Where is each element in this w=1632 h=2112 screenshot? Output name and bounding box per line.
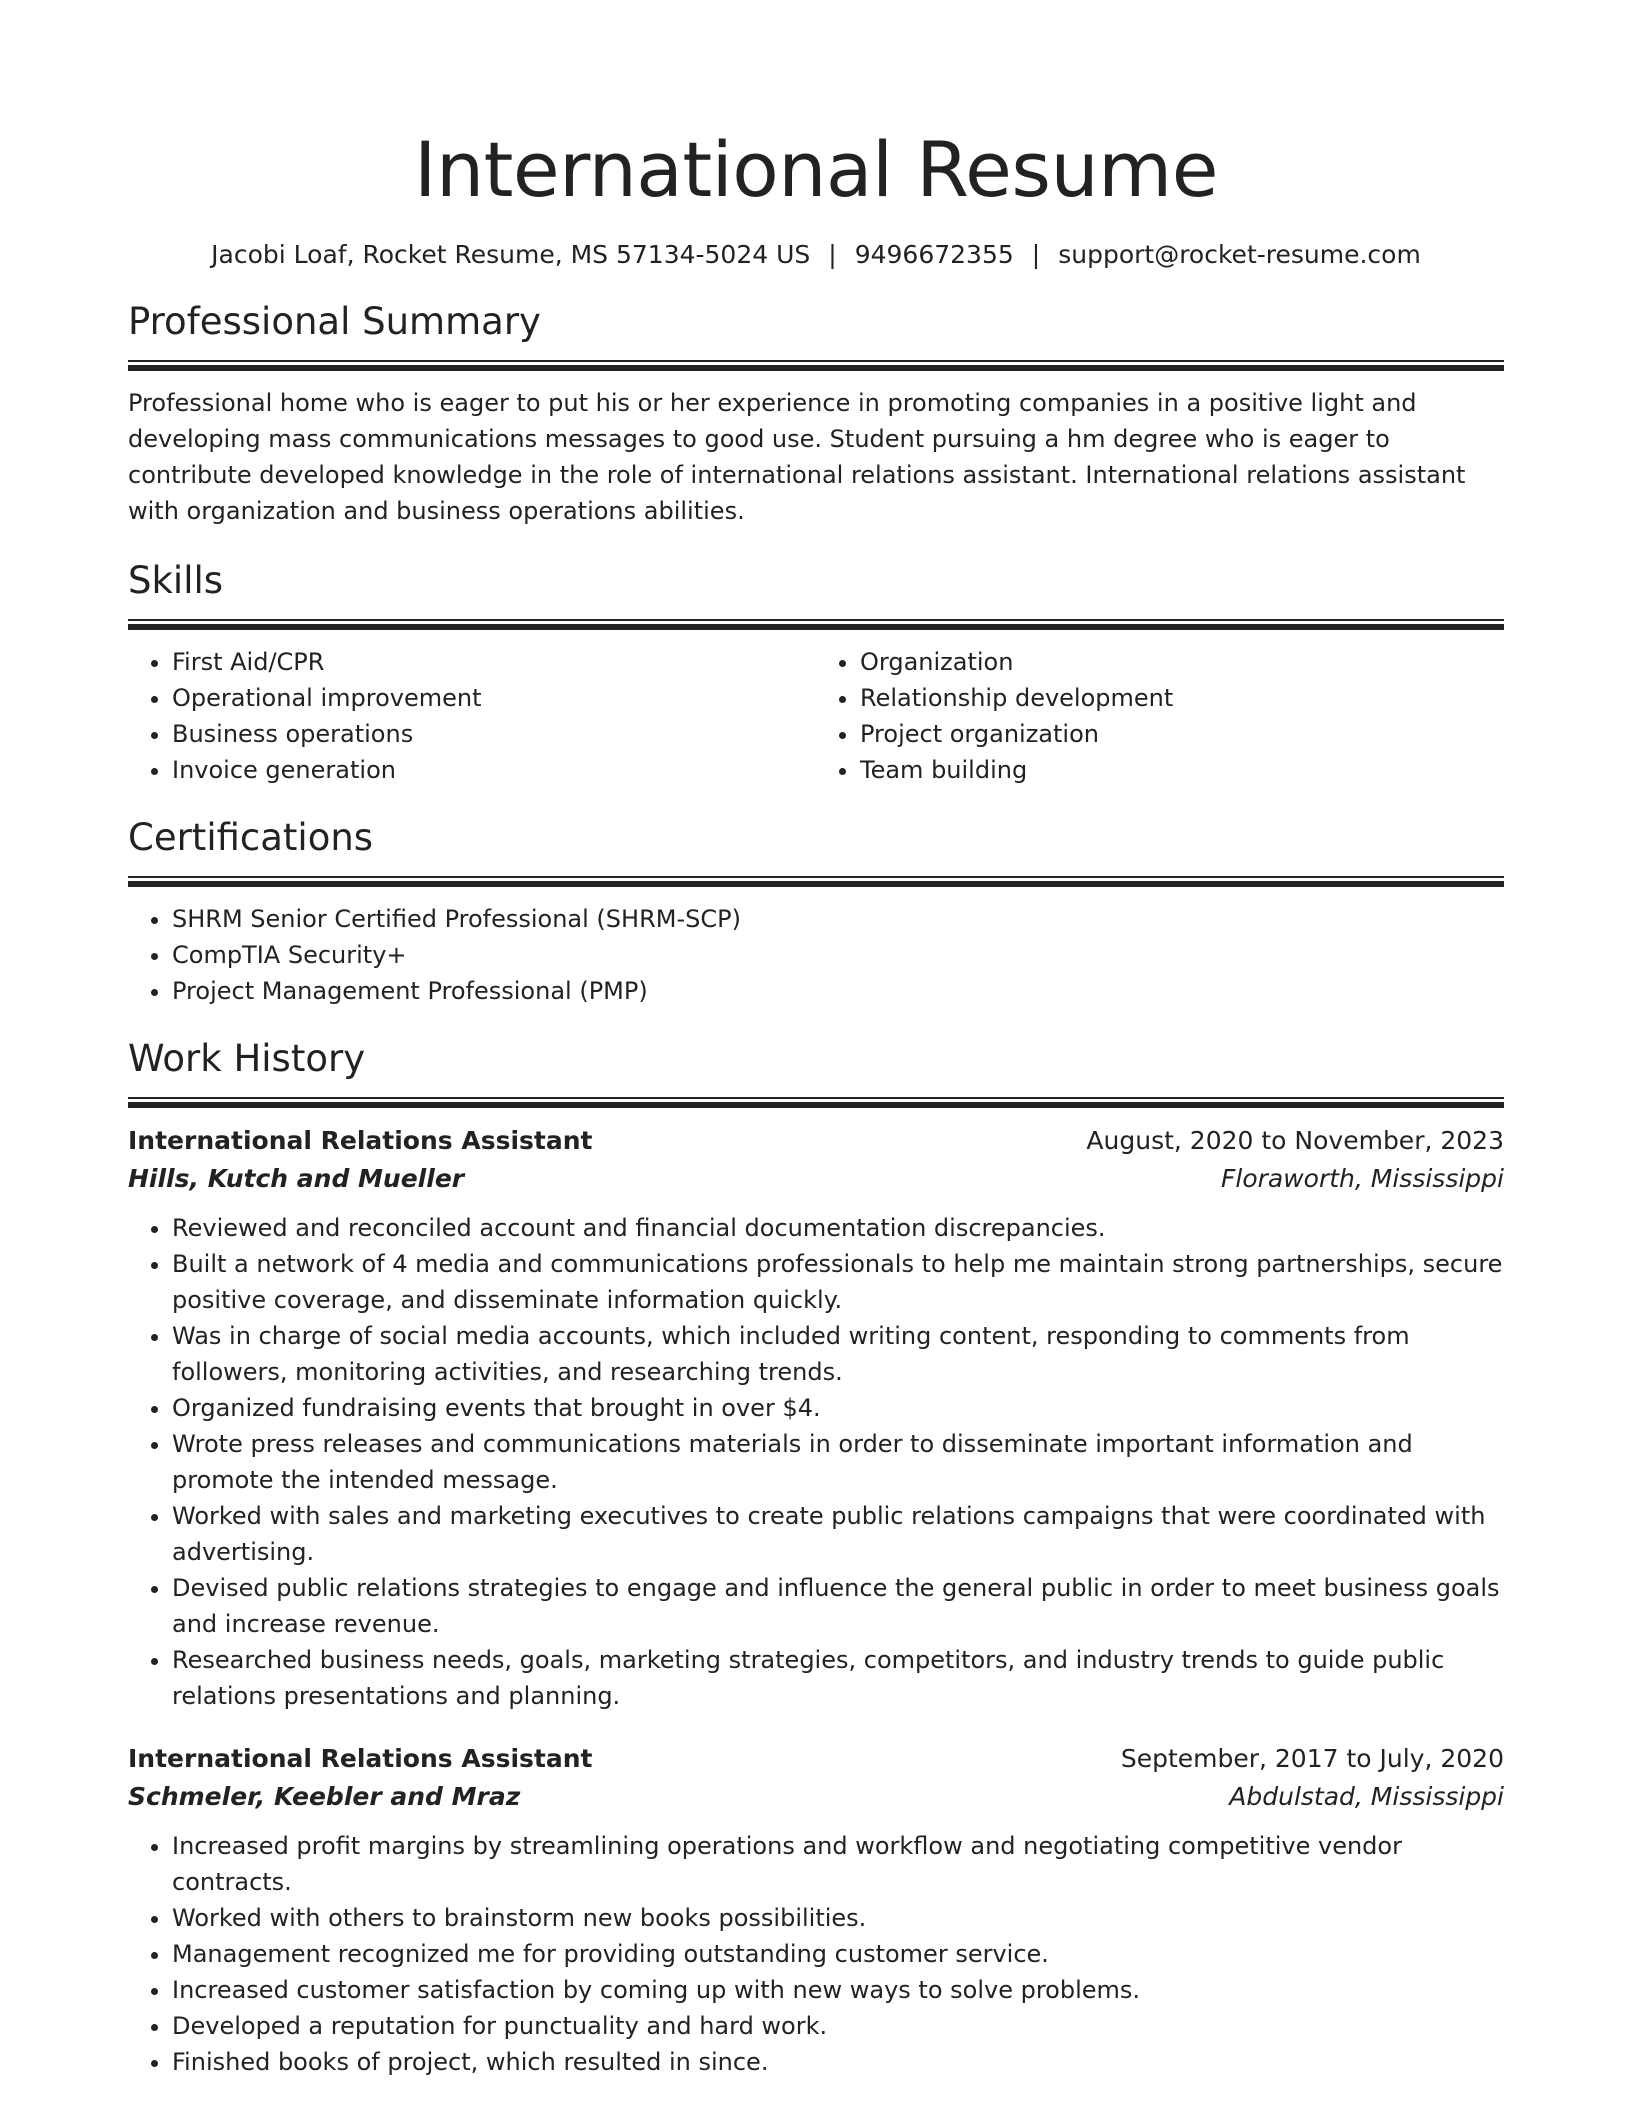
job-bullet: • Worked with others to brainstorm new books possibilities. xyxy=(172,1900,1504,1936)
skills-grid xyxy=(128,644,1504,788)
job-bullet: • Finished books of project, which resulted in since. xyxy=(172,2044,1504,2080)
job-company-row xyxy=(128,1778,1504,1816)
section-divider xyxy=(128,876,1504,887)
skills-right-column xyxy=(816,644,1504,788)
skill-item: • Relationship development xyxy=(860,680,1504,716)
job-header-row xyxy=(128,1740,1504,1778)
job-bullet: • Worked with sales and marketing executives to create public relations campaigns that were coordinated with advertising. xyxy=(172,1498,1504,1570)
job-company-row xyxy=(128,1160,1504,1198)
job-entry xyxy=(128,1122,1504,1714)
skill-item: • Invoice generation xyxy=(172,752,816,788)
work-history-section xyxy=(128,1035,1504,2080)
contact-email[interactable]: support@rocket-resume.com xyxy=(1058,240,1421,269)
job-bullet: • Developed a reputation for punctuality and hard work. xyxy=(172,2008,1504,2044)
job-bullet: • Organized fundraising events that brought in over $4. xyxy=(172,1390,1504,1426)
contact-phone: 9496672355 xyxy=(854,240,1014,269)
certification-item: • SHRM Senior Certified Professional (SHRM-SCP) xyxy=(172,901,1504,937)
job-bullet: • Wrote press releases and communications materials in order to disseminate important information and promote the intended message. xyxy=(172,1426,1504,1498)
job-title: International Relations Assistant xyxy=(128,1744,593,1773)
job-bullet-list xyxy=(128,1828,1504,2080)
skill-item: • First Aid/CPR xyxy=(172,644,816,680)
job-entry xyxy=(128,1740,1504,2080)
job-bullet: • Management recognized me for providing outstanding customer service. xyxy=(172,1936,1504,1972)
job-dates: September, 2017 to July, 2020 xyxy=(1120,1744,1504,1773)
skills-left-column xyxy=(128,644,816,788)
job-company: Hills, Kutch and Mueller xyxy=(128,1164,465,1193)
job-bullet: • Built a network of 4 media and communications professionals to help me maintain strong partnerships, secure positive coverage, and disseminate information quickly. xyxy=(172,1246,1504,1318)
skills-section xyxy=(128,557,1504,788)
job-bullet: • Researched business needs, goals, marketing strategies, competitors, and industry trends to guide public relations presentations and planning. xyxy=(172,1642,1504,1714)
section-divider xyxy=(128,619,1504,630)
job-company: Schmeler, Keebler and Mraz xyxy=(128,1782,521,1811)
job-location: Floraworth, Mississippi xyxy=(1221,1164,1504,1193)
skill-item: • Operational improvement xyxy=(172,680,816,716)
resume-title: International Resume xyxy=(414,125,1218,214)
skill-item: • Project organization xyxy=(860,716,1504,752)
certification-item: • CompTIA Security+ xyxy=(172,937,1504,973)
job-location: Abdulstad, Mississippi xyxy=(1229,1782,1504,1811)
skill-item: • Business operations xyxy=(172,716,816,752)
certifications-section xyxy=(128,814,1504,1009)
job-bullet: • Increased profit margins by streamlining operations and workflow and negotiating competitive vendor contracts. xyxy=(172,1828,1504,1900)
section-heading: Professional Summary xyxy=(128,300,541,343)
skill-item: • Organization xyxy=(860,644,1504,680)
job-title: International Relations Assistant xyxy=(128,1126,593,1155)
summary-text: Professional home who is eager to put his or her experience in promoting companies in a positive light and developing mass communications messages to good use. Student pursuing a hm degree who is eager to contribute developed knowledge in the role of international relations assistant. International relations assistant with organization and business operations abilities. xyxy=(128,389,1466,525)
section-heading: Skills xyxy=(128,559,224,602)
skill-item: • Team building xyxy=(860,752,1504,788)
section-heading: Work History xyxy=(128,1037,366,1080)
section-divider xyxy=(128,360,1504,371)
certifications-list xyxy=(128,901,1504,1009)
professional-summary-section xyxy=(128,298,1504,529)
section-heading: Certifications xyxy=(128,816,374,859)
section-divider xyxy=(128,1097,1504,1108)
job-bullet-list xyxy=(128,1210,1504,1714)
contact-line xyxy=(128,238,1504,272)
job-bullet: • Increased customer satisfaction by coming up with new ways to solve problems. xyxy=(172,1972,1504,2008)
contact-separator: | xyxy=(1031,240,1041,269)
contact-separator: | xyxy=(828,240,837,269)
job-bullet: • Reviewed and reconciled account and financial documentation discrepancies. xyxy=(172,1210,1504,1246)
job-bullet: • Was in charge of social media accounts, which included writing content, responding to comments from followers, monitoring activities, and researching trends. xyxy=(172,1318,1504,1390)
contact-address: Jacobi Loaf, Rocket Resume, MS 57134-5024 US xyxy=(211,240,811,269)
certification-item: • Project Management Professional (PMP) xyxy=(172,973,1504,1009)
job-bullet: • Devised public relations strategies to engage and influence the general public in order to meet business goals and increase revenue. xyxy=(172,1570,1504,1642)
job-header-row xyxy=(128,1122,1504,1160)
job-dates: August, 2020 to November, 2023 xyxy=(1086,1126,1504,1155)
